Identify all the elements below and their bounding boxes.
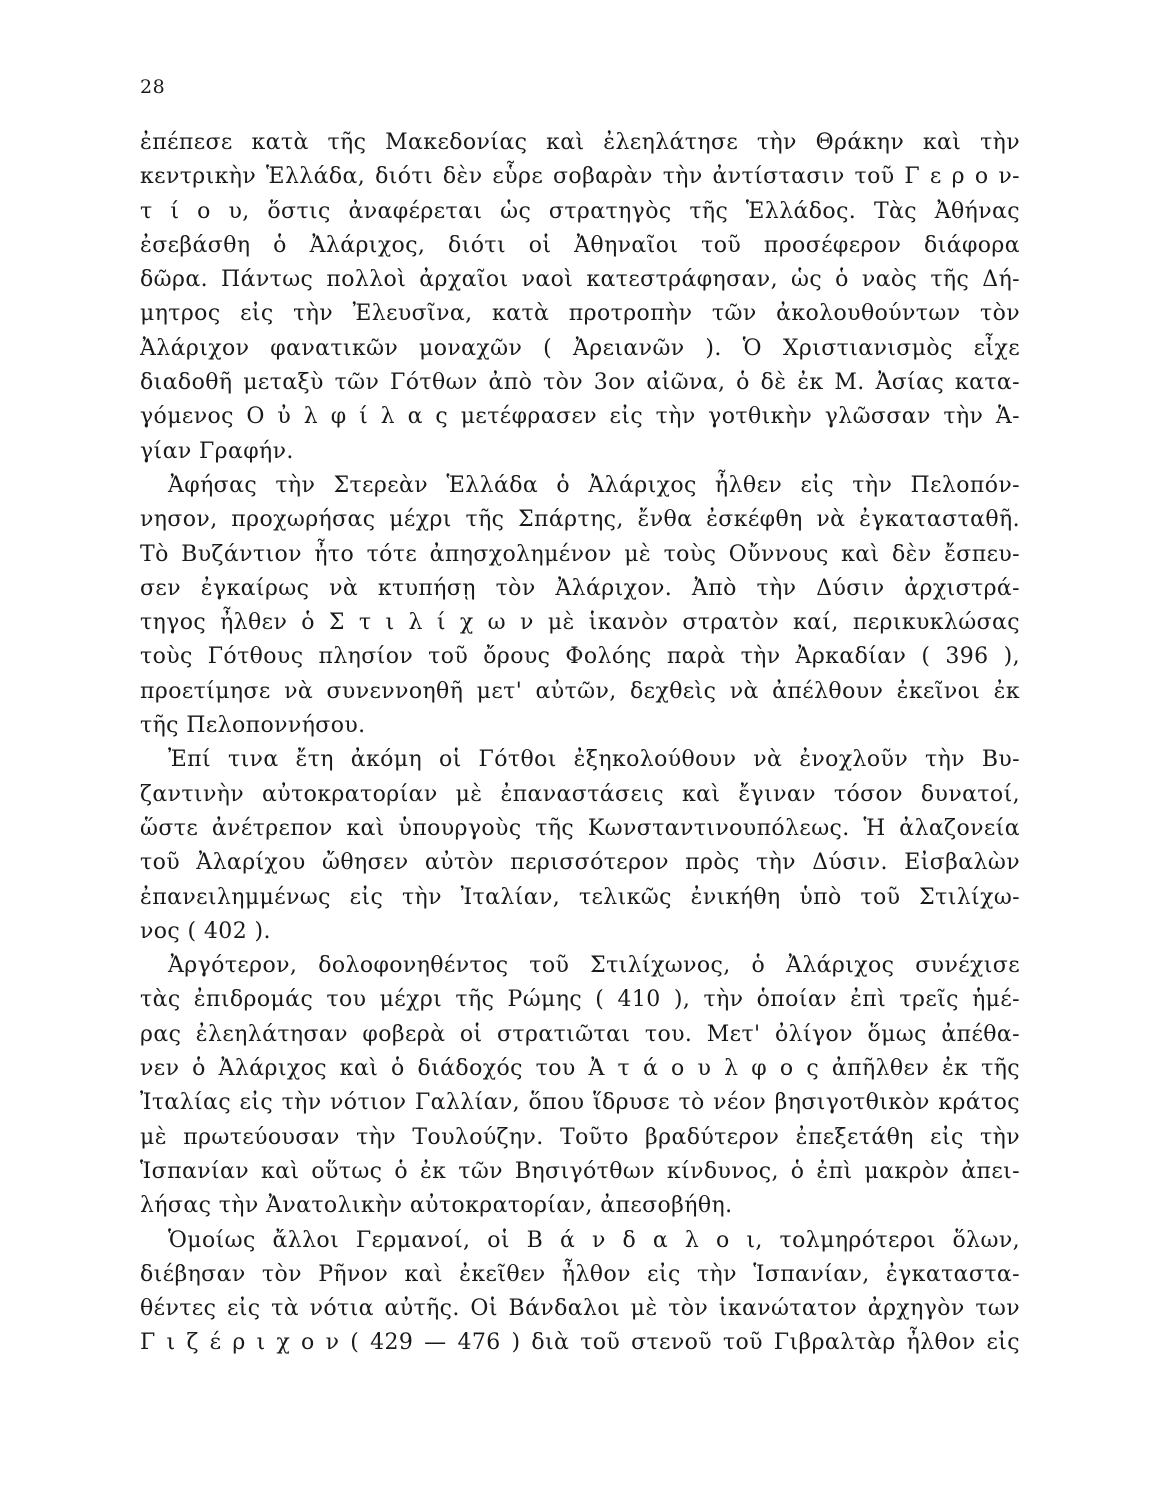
- text-line: ἐσεβάσθη ὁ Ἀλάριχος, διότι οἱ Ἀθηναῖοι τοῦ προσέφερον διάφορα: [140, 232, 1020, 258]
- text-line: τοῦ Ἀλαρίχου ὤθησεν αὐτὸν περισσότερον πρὸς τὴν Δύσιν. Εἰσβαλὼν: [140, 850, 1020, 876]
- text-line: ἐπέπεσε κατὰ τῆς Μακεδονίας καὶ ἐλεηλάτησε τὴν Θράκην καὶ τὴν: [140, 130, 1020, 155]
- text-line: λήσας τὴν Ἀνατολικὴν αὐτοκρατορίαν, ἀπεσοβήθη.: [140, 1193, 733, 1219]
- text-line: τὰς ἐπιδρομάς του μέχρι τῆς Ρώμης ( 410 ), τὴν ὁποίαν ἐπὶ τρεῖς ἡμέ-: [140, 987, 1020, 1013]
- page-number: 28: [140, 76, 166, 98]
- paragraph-4: [140, 949, 1020, 1223]
- text-line: δῶρα. Πάντως πολλοὶ ἀρχαῖοι ναοὶ κατεστράφησαν, ὡς ὁ ναὸς τῆς Δή-: [140, 267, 1020, 293]
- text-line: προετίμησε νὰ συνεννοηθῆ μετ' αὐτῶν, δεχθεὶς νὰ ἀπέλθουν ἐκεῖνοι ἐκ: [140, 678, 1020, 704]
- text-line: ἐπανειλημμένως εἰς τὴν Ἰταλίαν, τελικῶς ἐνικήθη ὑπὸ τοῦ Στιλίχω-: [140, 884, 1020, 910]
- text-line: διέβησαν τὸν Ρῆνον καὶ ἐκεῖθεν ἦλθον εἰς τὴν Ἱσπανίαν, ἐγκαταστα-: [140, 1261, 1020, 1287]
- text-line: μὲ πρωτεύουσαν τὴν Τουλούζην. Τοῦτο βραδύτερον ἐπεξετάθη εἰς τὴν: [140, 1124, 1020, 1150]
- text-line: ὥστε ἀνέτρεπον καὶ ὑπουργοὺς τῆς Κωνσταντινουπόλεως. Ἡ ἀλαζονεία: [140, 815, 1020, 841]
- text-line: Ἰταλίας εἰς τὴν νότιον Γαλλίαν, ὅπου ἵδρυσε τὸ νέον βησιγοτθικὸν κράτος: [140, 1090, 1020, 1116]
- text-line: διαδοθῆ μεταξὺ τῶν Γότθων ἀπὸ τὸν 3ον αἰῶνα, ὁ δὲ ἐκ Μ. Ἀσίας κατα-: [140, 370, 1020, 396]
- text-line: νος ( 402 ).: [140, 918, 271, 944]
- text-line: Ἐπί τινα ἔτη ἀκόμη οἱ Γότθοι ἐξηκολούθουν νὰ ἐνοχλοῦν τὴν Βυ-: [168, 747, 1020, 773]
- paragraph-1: [140, 126, 1020, 469]
- text-line: Ἀλάριχον φανατικῶν μοναχῶν ( Ἀρειανῶν ). Ὁ Χριστιανισμὸς εἶχε: [140, 335, 1020, 361]
- text-line: Τὸ Βυζάντιον ἦτο τότε ἀπησχολημένον μὲ τοὺς Οὔννους καὶ δὲν ἔσπευ-: [140, 541, 1020, 567]
- text-line: τοὺς Γότθους πλησίον τοῦ ὄρους Φολόης παρὰ τὴν Ἀρκαδίαν ( 396 ),: [140, 644, 1020, 670]
- text-line: ζαντινὴν αὐτοκρατορίαν μὲ ἐπαναστάσεις καὶ ἔγιναν τόσον δυνατοί,: [140, 781, 1020, 807]
- text-line: Ἀφήσας τὴν Στερεὰν Ἑλλάδα ὁ Ἀλάριχος ἦλθεν εἰς τὴν Πελοπόν-: [168, 472, 1020, 498]
- text-line: τῆς Πελοποννήσου.: [140, 713, 366, 739]
- text-line: γόμενος Ο ὐ λ φ ί λ α ς μετέφρασεν εἰς τὴν γοτθικὴν γλῶσσαν τὴν Ἁ-: [140, 404, 1020, 430]
- text-line: θέντες εἰς τὰ νότια αὐτῆς. Οἱ Βάνδαλοι μὲ τὸν ἱκανώτατον ἀρχηγὸν των: [140, 1296, 1020, 1322]
- text-line: νησον, προχωρήσας μέχρι τῆς Σπάρτης, ἔνθα ἐσκέφθη νὰ ἐγκατασταθῆ.: [140, 507, 1020, 533]
- text-line: μητρος εἰς τὴν Ἐλευσῖνα, κατὰ προτροπὴν τῶν ἀκολουθούντων τὸν: [140, 301, 1020, 327]
- text-line: τηγος ἦλθεν ὁ Σ τ ι λ ί χ ω ν μὲ ἱκανὸν στρατὸν καί, περικυκλώσας: [140, 610, 1020, 636]
- text-line: Ὁμοίως ἄλλοι Γερμανοί, οἱ Β ά ν δ α λ ο ι, τολμηρότεροι ὅλων,: [168, 1227, 1020, 1253]
- text-line: σεν ἐγκαίρως νὰ κτυπήσῃ τὸν Ἀλάριχον. Ἀπὸ τὴν Δύσιν ἀρχιστρά-: [140, 575, 1020, 601]
- text-line: τ ί ο υ, ὅστις ἀναφέρεται ὡς στρατηγὸς τῆς Ἑλλάδος. Τὰς Ἀθήνας: [140, 198, 1020, 224]
- text-line: κεντρικὴν Ἑλλάδα, διότι δὲν εὗρε σοβαρὰν τὴν ἀντίστασιν τοῦ Γ ε ρ ο ν-: [140, 164, 1020, 190]
- body-text: [140, 126, 1020, 1361]
- text-line: γίαν Γραφήν.: [140, 438, 294, 464]
- paragraph-2: [140, 469, 1020, 743]
- text-line: ρας ἐλεηλάτησαν φοβερὰ οἱ στρατιῶται του. Μετ' ὀλίγον ὅμως ἀπέθα-: [140, 1021, 1020, 1047]
- text-line: Γ ι ζ έ ρ ι χ ο ν ( 429 — 476 ) διὰ τοῦ στενοῦ τοῦ Γιβραλτὰρ ἦλθον εἰς: [140, 1330, 1020, 1356]
- paragraph-5: [140, 1224, 1020, 1361]
- text-line: νεν ὁ Ἀλάριχος καὶ ὁ διάδοχός του Ἀ τ ά ο υ λ φ ο ς ἀπῆλθεν ἐκ τῆς: [140, 1056, 1020, 1082]
- paragraph-3: [140, 743, 1020, 949]
- text-line: Ἀργότερον, δολοφονηθέντος τοῦ Στιλίχωνος, ὁ Ἀλάριχος συνέχισε: [168, 953, 1020, 979]
- text-line: Ἱσπανίαν καὶ οὕτως ὁ ἐκ τῶν Βησιγότθων κίνδυνος, ὁ ἐπὶ μακρὸν ἀπει-: [140, 1158, 1020, 1184]
